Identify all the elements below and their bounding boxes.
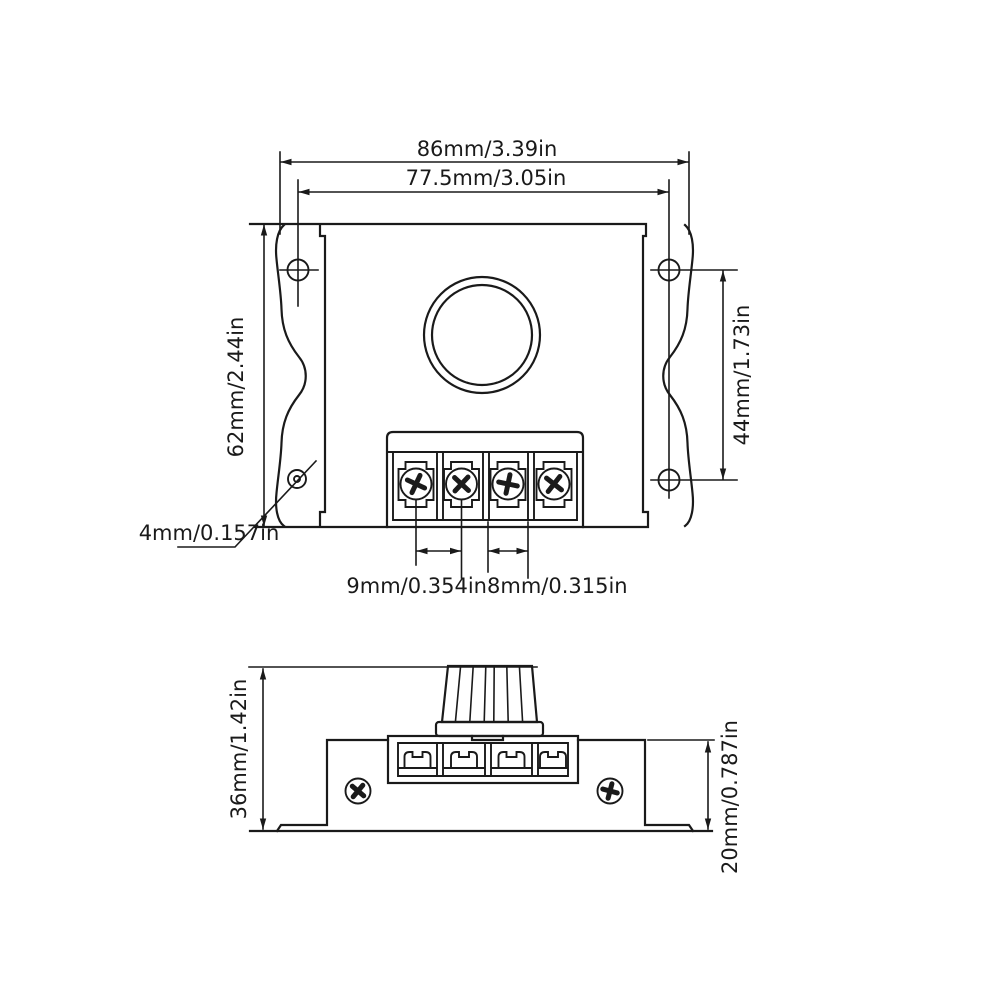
- terminal-clamp-3: [499, 752, 525, 768]
- top-view: [139, 137, 754, 598]
- dim-label-height-overall-side: 36mm/1.42in: [227, 678, 251, 820]
- knob-ribs: [455, 666, 522, 722]
- dim-label-width-hole-centers: 77.5mm/3.05in: [405, 166, 567, 190]
- knob-outer-circle: [424, 277, 540, 393]
- dim-label-pitch-left: 9mm/0.354in: [346, 574, 487, 598]
- pitch-leaders: [416, 500, 528, 578]
- mounting-hole-bottom-left: [288, 470, 306, 488]
- dim-label-pitch-right: 8mm/0.315in: [487, 574, 628, 598]
- hole-callout-label: 4mm/0.157in: [138, 521, 280, 545]
- terminal-clamp-2: [451, 752, 477, 768]
- terminal-block-side-inner: [398, 743, 568, 776]
- dim-label-height-body: 20mm/0.787in: [718, 720, 742, 874]
- dim-label-height-hole-centers: 44mm/1.73in: [730, 304, 754, 446]
- hole-center-lines: [280, 152, 737, 498]
- side-view: [227, 666, 742, 874]
- knob-collar: [436, 722, 543, 736]
- terminal-clamp-4: [540, 752, 566, 768]
- terminal-clamp-1: [405, 752, 431, 768]
- knob-inner-circle: [432, 285, 532, 385]
- dim-label-width-overall: 86mm/3.39in: [416, 137, 558, 161]
- dim-label-height-overall: 62mm/2.44in: [224, 316, 248, 458]
